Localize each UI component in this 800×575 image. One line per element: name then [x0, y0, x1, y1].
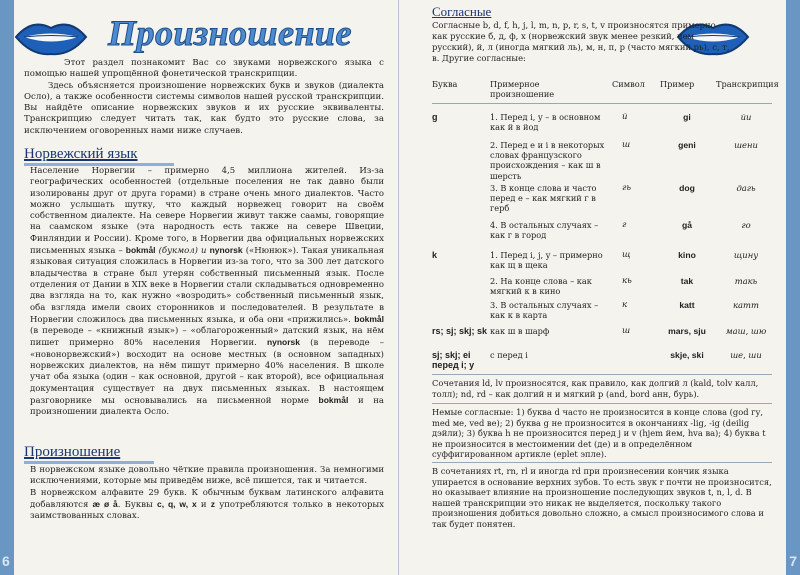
- body-paragraph: Согласные b, d, f, h, j, l, m, n, p, r, s, t, v произносятся примерно как русские б, д, ф, х (норвежский звук менее резкий, чем русский), й, л (иногда мягкий ль), м, н, п, р (часто мягкий рь), с, т, в. Другие согласные:: [432, 20, 730, 63]
- heading-underline: [24, 461, 154, 464]
- table-cell-symbol: к: [622, 300, 628, 310]
- left-margin-band: [0, 0, 14, 575]
- table-rule: [432, 462, 772, 463]
- right-margin-band: [786, 0, 800, 575]
- body-text: (букмол) и: [158, 246, 207, 257]
- table-cell-description: 2. Перед e и i в некоторых словах французского происхождения – как ш в шерсть: [490, 140, 605, 181]
- body-text: («Нюнюк»). Такая уникальная языковая ситуация сложилась в Норвегии из-за того, что за 300 лет датского владычества в стране был утерян собственный письменный язык. После отделения от Дании в XIX веке в Норвегии стали складываться одновременно два взгляда на то, как нужно «возродить» собственный письменный язык, оба взгляда имели своих сторонников и последователей. В результате в Норвегии сложилось два письменных языка, и оба они «прижились».: [30, 246, 385, 325]
- table-cell-description: 1. Перед i, j, y – примерно как щ в щека: [490, 250, 603, 271]
- body-text: (в переводе – «книжный язык») – «облагороженный» датский язык, на нём пишет примерно 80% населения Норвегии.: [30, 326, 384, 349]
- table-header-example: Пример: [660, 79, 695, 89]
- table-cell-letter: k: [432, 250, 438, 260]
- keyword: z: [210, 498, 216, 509]
- note-paragraph: Сочетания ld, lv произносятся, как правило, как долгий л (kald, tolv калл, толл); nd, rd – как долгий н и мягкий р (and, bord анн, бурь).: [432, 378, 759, 399]
- table-cell-transcription: йи: [740, 112, 752, 122]
- keyword: bokmål: [125, 245, 156, 256]
- table-cell-description: как ш в шарф: [490, 326, 550, 336]
- section-heading: Норвежский язык: [24, 146, 138, 162]
- section-body: [30, 465, 384, 522]
- intro-text: [24, 58, 384, 137]
- intro-paragraph: Этот раздел познакомит Вас со звуками норвежского языка с помощью нашей упрощённой фонетической транскрипции.: [24, 58, 384, 80]
- table-rule: [432, 374, 772, 375]
- table-cell-letter: sj; skj; ei перед i; y: [432, 350, 475, 370]
- section-heading: Согласные: [432, 4, 492, 19]
- table-cell-symbol: ш: [622, 326, 631, 336]
- table-cell-transcription: ше, ши: [730, 350, 762, 360]
- table-cell-description: 2. На конце слова – как мягкий к в кино: [490, 276, 592, 297]
- body-paragraph: [30, 488, 384, 523]
- table-cell-description: с перед i: [490, 350, 528, 360]
- table-rule: [432, 103, 772, 104]
- table-cell-transcription: дагь: [736, 183, 756, 193]
- table-cell-example: gi: [683, 112, 691, 122]
- left-page: [0, 0, 399, 575]
- table-cell-description: 3. В конце слова и часто перед e – как мягкий г в герб: [490, 183, 597, 214]
- table-cell-transcription: маш, шю: [725, 326, 767, 336]
- body-paragraph: В норвежском языке довольно чёткие правила произношения. За немногими исключениями, которые мы приведём ниже, всё пишется, так и читается.: [30, 465, 384, 487]
- table-cell-example: geni: [678, 140, 696, 150]
- table-cell-example: dog: [679, 183, 695, 193]
- body-paragraph: [30, 166, 384, 419]
- table-cell-transcription: катт: [733, 300, 759, 310]
- table-header-pronunciation: Примерное произношение: [490, 79, 555, 99]
- consonants-intro: [432, 20, 732, 64]
- page-number: 6: [2, 553, 10, 569]
- note-paragraph: Немые согласные: 1) буква d часто не произносится в конце слова (god гу, med ме, ved ве); 2) буква g не произносится в окончаниях -lig, -ig (deilig дэйли); 3) буква h не произносится перед j и v (hjem йем, hva ва); 4) буква t не произносится в местоимении det (де) и в определённом суффигированном артикле (eplet эпле).: [432, 407, 766, 460]
- table-header-symbol: Символ: [612, 79, 645, 89]
- body-text: и на произношении диалекта Осло.: [30, 395, 384, 418]
- body-text: употребляются только в некоторых заимствованных словах.: [30, 499, 384, 522]
- keyword: c, q, w, x: [157, 498, 197, 509]
- table-cell-symbol: й: [622, 112, 628, 122]
- body-text: Население Норвегии – примерно 4,5 миллиона жителей. Из-за географических особенностей (отдельные поселения не так давно были изолированы друг от друга горами) в стране очень много диалектов. Часто можно услышать шутку, что каждый норвежец говорит на своём собственном диалекте. На севере Норвегии живут также саамы, говорящие на саамском языке (эта народность есть также на севере Швеции, Финляндии и России). Кроме того, в Норвегии два официальных норвежских письменных языка –: [30, 166, 384, 257]
- table-cell-description: 3. В остальных случаях – как к в карта: [490, 300, 599, 321]
- table-cell-transcription: го: [741, 220, 751, 230]
- keyword: nynorsk: [266, 337, 301, 348]
- table-cell-example: mars, sju: [668, 326, 706, 336]
- table-cell-symbol: кь: [622, 276, 632, 286]
- lips-icon: [12, 16, 90, 58]
- table-rule: [432, 403, 772, 404]
- table-cell-symbol: г: [622, 220, 627, 230]
- table-header-letter: Буква: [432, 79, 458, 89]
- table-cell-example: gå: [681, 220, 693, 230]
- body-text: и: [200, 499, 207, 510]
- table-cell-example: tak: [680, 276, 694, 286]
- keyword: æ ø å: [92, 498, 118, 509]
- table-cell-example: katt: [679, 300, 695, 310]
- page-title: Произношение: [108, 13, 353, 53]
- table-cell-example: kino: [678, 250, 696, 260]
- keyword: nynorsk: [209, 245, 243, 256]
- body-text: . Буквы: [117, 499, 153, 510]
- table-cell-description: 4. В остальных случаях – как г в город: [490, 220, 599, 241]
- table-cell-symbol: щ: [622, 250, 631, 260]
- section-body: [30, 166, 384, 419]
- intro-paragraph: Здесь объясняется произношение норвежских букв и звуков (диалекта Осло), а также особенности системы символов нашей русской транскрипции. Вы найдёте описание норвежских звуков и их русские эквиваленты. Транскрипцию следует читать так, как будто это русские слова, за исключением оговоренных нами ниже случаев.: [24, 80, 384, 136]
- body-text: В норвежском алфавите 29 букв. К обычным буквам латинского алфавита добавляются: [30, 487, 384, 510]
- table-cell-transcription: такь: [734, 276, 758, 286]
- page-number: 7: [789, 553, 797, 569]
- note-paragraph: В сочетаниях rt, rn, rl и иногда rd при произнесении кончик языка упирается в основание верхних зубов. То есть звук r почти не произносится, но оказывает влияние на произношение последующих звуков t, n, l, d. В нашей транскрипции это никак не выделяется, поскольку такого произношения добиться довольно сложно, а смысл произносимого слова и так будет понятен.: [432, 466, 772, 529]
- table-cell-symbol: ш: [622, 140, 631, 150]
- table-cell-letter: rs; sj; skj; sk: [432, 326, 488, 336]
- table-cell-letter: g: [432, 112, 438, 122]
- body-text: (в переводе – «новонорвежский») восходит на основе местных (в основном западных) норвежских диалектов, на нём пишут примерно 40% населения. В школе учат оба языка (один – как основной, другой – как второй), все официальная документация существует на двух письменных языках. В настоящем разговорнике мы основывались на письменной норме: [30, 338, 385, 406]
- keyword: bokmål: [318, 394, 349, 405]
- table-cell-example: skje, ski: [670, 350, 704, 360]
- table-header-transcription: Транскрипция: [716, 79, 779, 89]
- table-cell-symbol: гь: [622, 183, 632, 193]
- table-cell-description: 1. Перед i, y – в основном как й в йод: [490, 112, 601, 133]
- keyword: bokmål: [354, 313, 385, 324]
- table-cell-transcription: щину: [733, 250, 759, 260]
- table-cell-transcription: шени: [734, 140, 758, 150]
- section-heading: Произношение: [24, 444, 121, 460]
